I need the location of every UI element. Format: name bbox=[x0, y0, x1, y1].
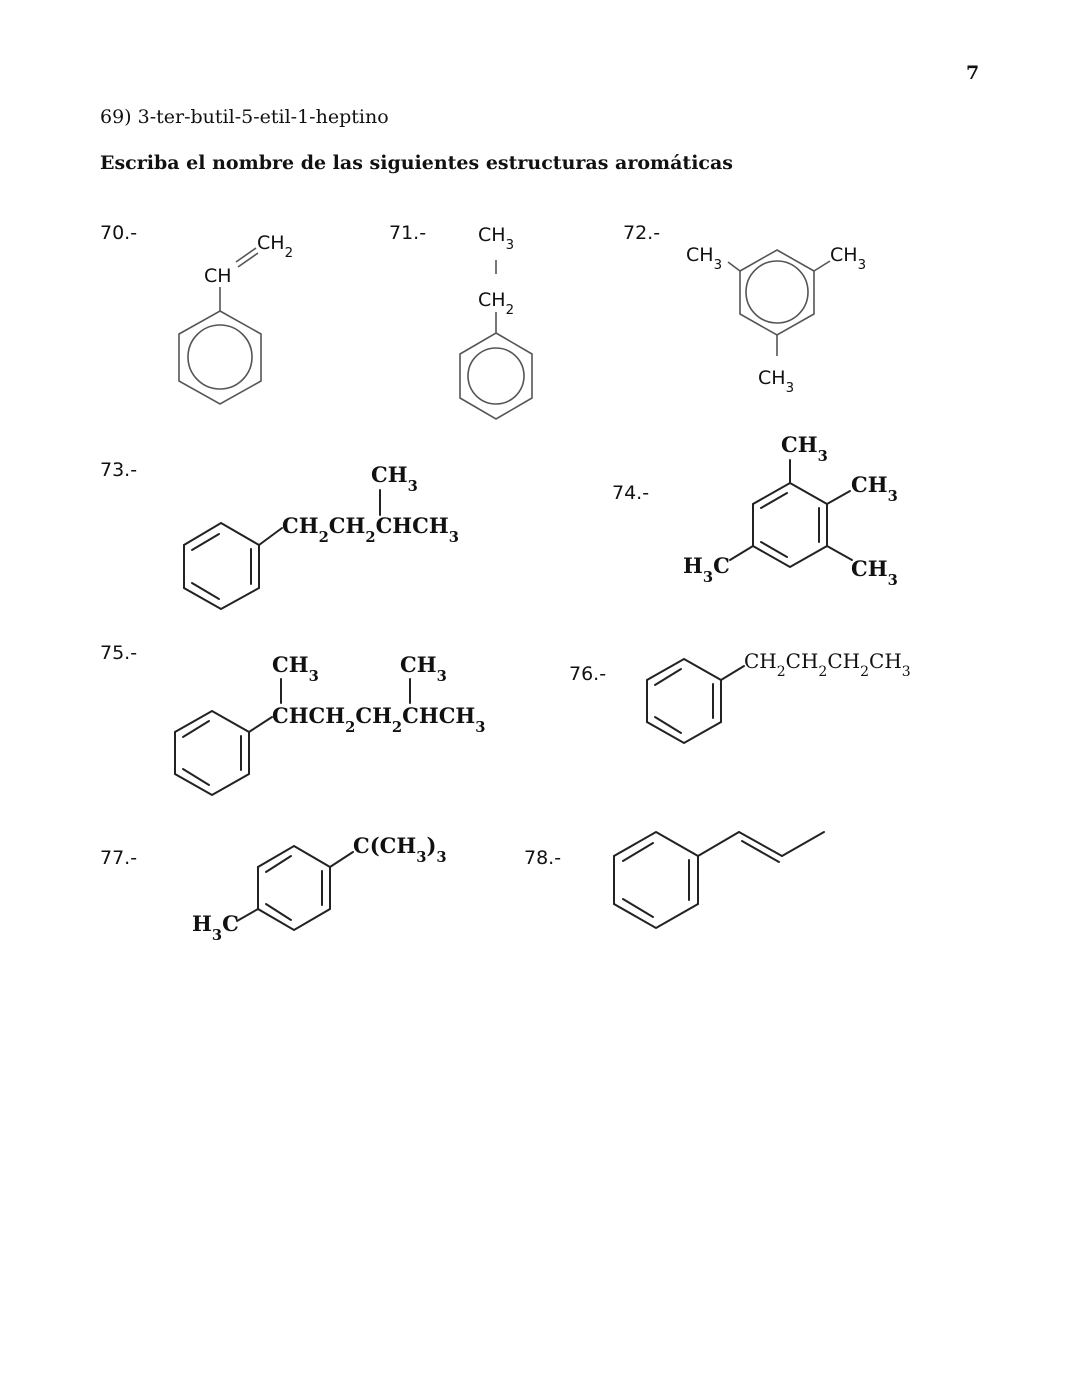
label-chain: $CH_2CH_2CH_2CH_3$ bbox=[744, 649, 911, 680]
item-number-73: 73.- bbox=[100, 459, 138, 481]
label-ch2: $CH_2$ bbox=[257, 232, 294, 261]
label-ch3-right: $CH_3$ bbox=[851, 472, 898, 505]
item-number-74: 74.- bbox=[612, 482, 650, 504]
label-chain: $CHCH_2CH_2CHCH_3$ bbox=[272, 703, 486, 736]
label-h3c: $H_3C$ bbox=[192, 911, 239, 944]
item-number-75: 75.- bbox=[100, 642, 138, 664]
item-number-70: 70.- bbox=[100, 222, 138, 244]
label-ch2: $CH_2$ bbox=[478, 289, 515, 318]
item-number-77: 77.- bbox=[100, 847, 138, 869]
label-ch3-bottom: $CH_3$ bbox=[758, 367, 795, 396]
label-ch3-lower-right: $CH_3$ bbox=[851, 556, 898, 589]
label-ch: CH bbox=[204, 265, 232, 287]
label-ch3: $CH_3$ bbox=[371, 462, 418, 495]
label-chain: $CH_2CH_2CHCH_3$ bbox=[282, 513, 459, 546]
item-number-76: 76.- bbox=[569, 663, 607, 685]
label-h3c: $H_3C$ bbox=[683, 553, 730, 586]
item-number-78: 78.- bbox=[524, 847, 562, 869]
question-69: 69) 3-ter-butil-5-etil-1-heptino bbox=[100, 106, 389, 128]
label-ch3-top: $CH_3$ bbox=[781, 432, 828, 465]
label-ch3-left: $CH_3$ bbox=[272, 652, 319, 685]
section-heading: Escriba el nombre de las siguientes estructuras aromáticas bbox=[100, 152, 733, 174]
label-ch3-left: $CH_3$ bbox=[686, 244, 723, 273]
label-tert-butyl: $C(CH_3)_3$ bbox=[353, 833, 447, 866]
item-number-71: 71.- bbox=[389, 222, 427, 244]
page-number: 7 bbox=[966, 62, 980, 84]
label-ch3-right: $CH_3$ bbox=[400, 652, 447, 685]
item-number-72: 72.- bbox=[623, 222, 661, 244]
label-ch3-right: $CH_3$ bbox=[830, 244, 867, 273]
label-ch3: $CH_3$ bbox=[478, 224, 515, 253]
